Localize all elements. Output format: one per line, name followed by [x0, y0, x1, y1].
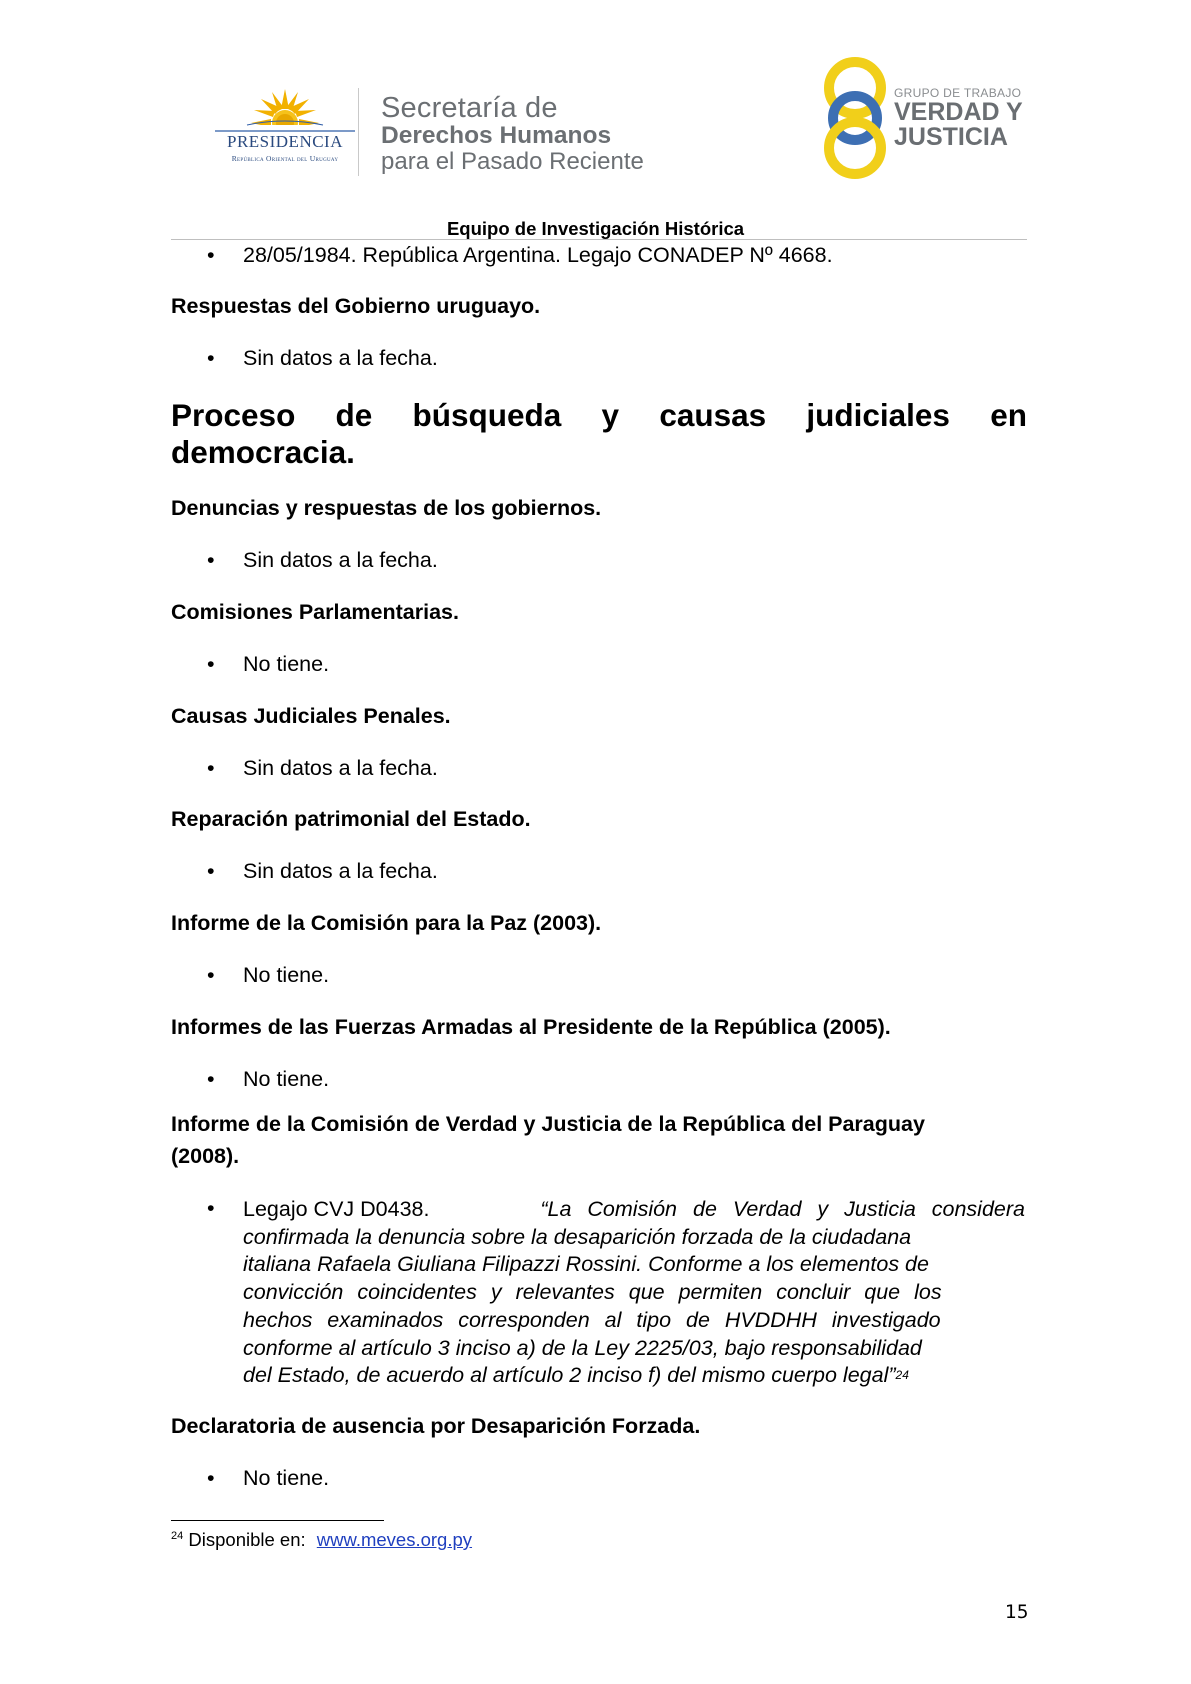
- title-word: búsqueda: [412, 397, 562, 433]
- quote-line: [243, 1362, 1025, 1390]
- sdh-logo-text: [381, 94, 644, 174]
- quote-text: confirmada la denuncia sobre la desaparición forzada de la ciudadana: [243, 1224, 912, 1249]
- quote-line: [243, 1335, 1025, 1363]
- presidencia-subtitle: República Oriental del Uruguay: [231, 154, 339, 163]
- heading-line: Informe de la Comisión de Verdad y Justicia de la República del Paraguay: [171, 1112, 925, 1136]
- quote-line: [243, 1224, 1025, 1252]
- list-item-text: No tiene.: [243, 963, 330, 987]
- quote-text: “La Comisión de Verdad y Justicia considera: [540, 1197, 1025, 1221]
- bullet-icon: •: [207, 243, 215, 267]
- sdh-line-3: para el Pasado Reciente: [381, 147, 644, 175]
- bullet-icon: •: [207, 756, 215, 780]
- bullet-icon: •: [207, 652, 215, 676]
- quote-text: del Estado, de acuerdo al artículo 2 inciso f) del mismo cuerpo legal”: [243, 1363, 896, 1388]
- list-item-text: No tiene.: [243, 652, 330, 676]
- quote-line: [243, 1307, 1025, 1335]
- list-item-text: No tiene.: [243, 1067, 330, 1091]
- bullet-icon: •: [207, 346, 215, 370]
- bullet-icon: •: [207, 1196, 215, 1220]
- section-title-line-2: democracia.: [171, 434, 355, 470]
- list-item-text: Sin datos a la fecha.: [243, 859, 438, 883]
- heading-line: (2008).: [171, 1144, 240, 1168]
- bullet-icon: •: [207, 859, 215, 883]
- page-number: 15: [1005, 1602, 1029, 1623]
- section-heading: [171, 1108, 1027, 1172]
- section-heading: Comisiones Parlamentarias.: [171, 600, 459, 624]
- bullet-icon: •: [207, 1466, 215, 1490]
- presidencia-logo: [205, 85, 365, 175]
- legajo-quote: [243, 1196, 1025, 1390]
- header-title: Equipo de Investigación Histórica: [446, 218, 745, 239]
- quote-text: conforme al artículo 3 inciso a) de la Ley 2225/03, bajo responsabilidad: [243, 1335, 922, 1360]
- logo-divider: [358, 88, 359, 176]
- quote-line: [243, 1196, 1025, 1224]
- footnote-rule: [171, 1520, 384, 1521]
- quote-text: convicción coincidentes y relevantes que permiten concluir que los: [243, 1280, 942, 1305]
- title-word: de: [335, 397, 373, 433]
- title-word: Proceso: [171, 397, 296, 433]
- footnote-number: 24: [171, 1530, 184, 1542]
- footnote: [171, 1529, 472, 1551]
- sdh-line-2: Derechos Humanos: [381, 122, 612, 149]
- vyj-line-2: VERDAD Y: [894, 98, 1023, 126]
- quote-text: hechos examinados corresponden al tipo de HVDDHH investigado: [243, 1307, 941, 1332]
- section-heading: Declaratoria de ausencia por Desaparición Forzada.: [171, 1414, 701, 1438]
- vyj-line-1: GRUPO DE TRABAJO: [894, 86, 1022, 100]
- vyj-line-3: JUSTICIA: [894, 123, 1008, 151]
- legajo-label: Legajo CVJ D0438.: [243, 1197, 430, 1221]
- list-item-text: Sin datos a la fecha.: [243, 756, 438, 780]
- list-item-text: Sin datos a la fecha.: [243, 548, 438, 572]
- presidencia-name: PRESIDENCIA: [226, 132, 343, 151]
- section-heading: Denuncias y respuestas de los gobiernos.: [171, 496, 602, 520]
- section-title-line-1: [171, 397, 1027, 434]
- section-heading: Reparación patrimonial del Estado.: [171, 807, 531, 831]
- title-word: causas: [659, 397, 767, 433]
- quote-line: [243, 1251, 1025, 1279]
- list-item-text: 28/05/1984. República Argentina. Legajo CONADEP Nº 4668.: [243, 243, 833, 267]
- section-heading: Causas Judiciales Penales.: [171, 704, 451, 728]
- footnote-link[interactable]: www.meves.org.py: [316, 1529, 473, 1550]
- verdad-justicia-logo: [815, 56, 1030, 181]
- title-word: en: [990, 397, 1027, 433]
- bullet-icon: •: [207, 548, 215, 572]
- bullet-icon: •: [207, 1067, 215, 1091]
- section-heading: Informe de la Comisión para la Paz (2003).: [171, 911, 602, 935]
- title-word: judiciales: [806, 397, 950, 433]
- section-title: [171, 397, 1027, 471]
- quote-text: italiana Rafaela Giuliana Filipazzi Rossini. Conforme a los elementos de: [243, 1252, 929, 1277]
- section-heading: Informes de las Fuerzas Armadas al Presidente de la República (2005).: [171, 1015, 891, 1039]
- sdh-line-1: Secretaría de: [381, 92, 558, 124]
- title-word: y: [601, 397, 620, 433]
- list-item-text: No tiene.: [243, 1466, 330, 1490]
- footnote-ref[interactable]: 24: [895, 1368, 909, 1383]
- footnote-text: Disponible en:: [188, 1529, 306, 1550]
- list-item-text: Sin datos a la fecha.: [243, 346, 438, 370]
- section-heading: Respuestas del Gobierno uruguayo.: [171, 294, 541, 318]
- quote-line: [243, 1279, 1025, 1307]
- header-rule: [171, 239, 1027, 240]
- bullet-icon: •: [207, 963, 215, 987]
